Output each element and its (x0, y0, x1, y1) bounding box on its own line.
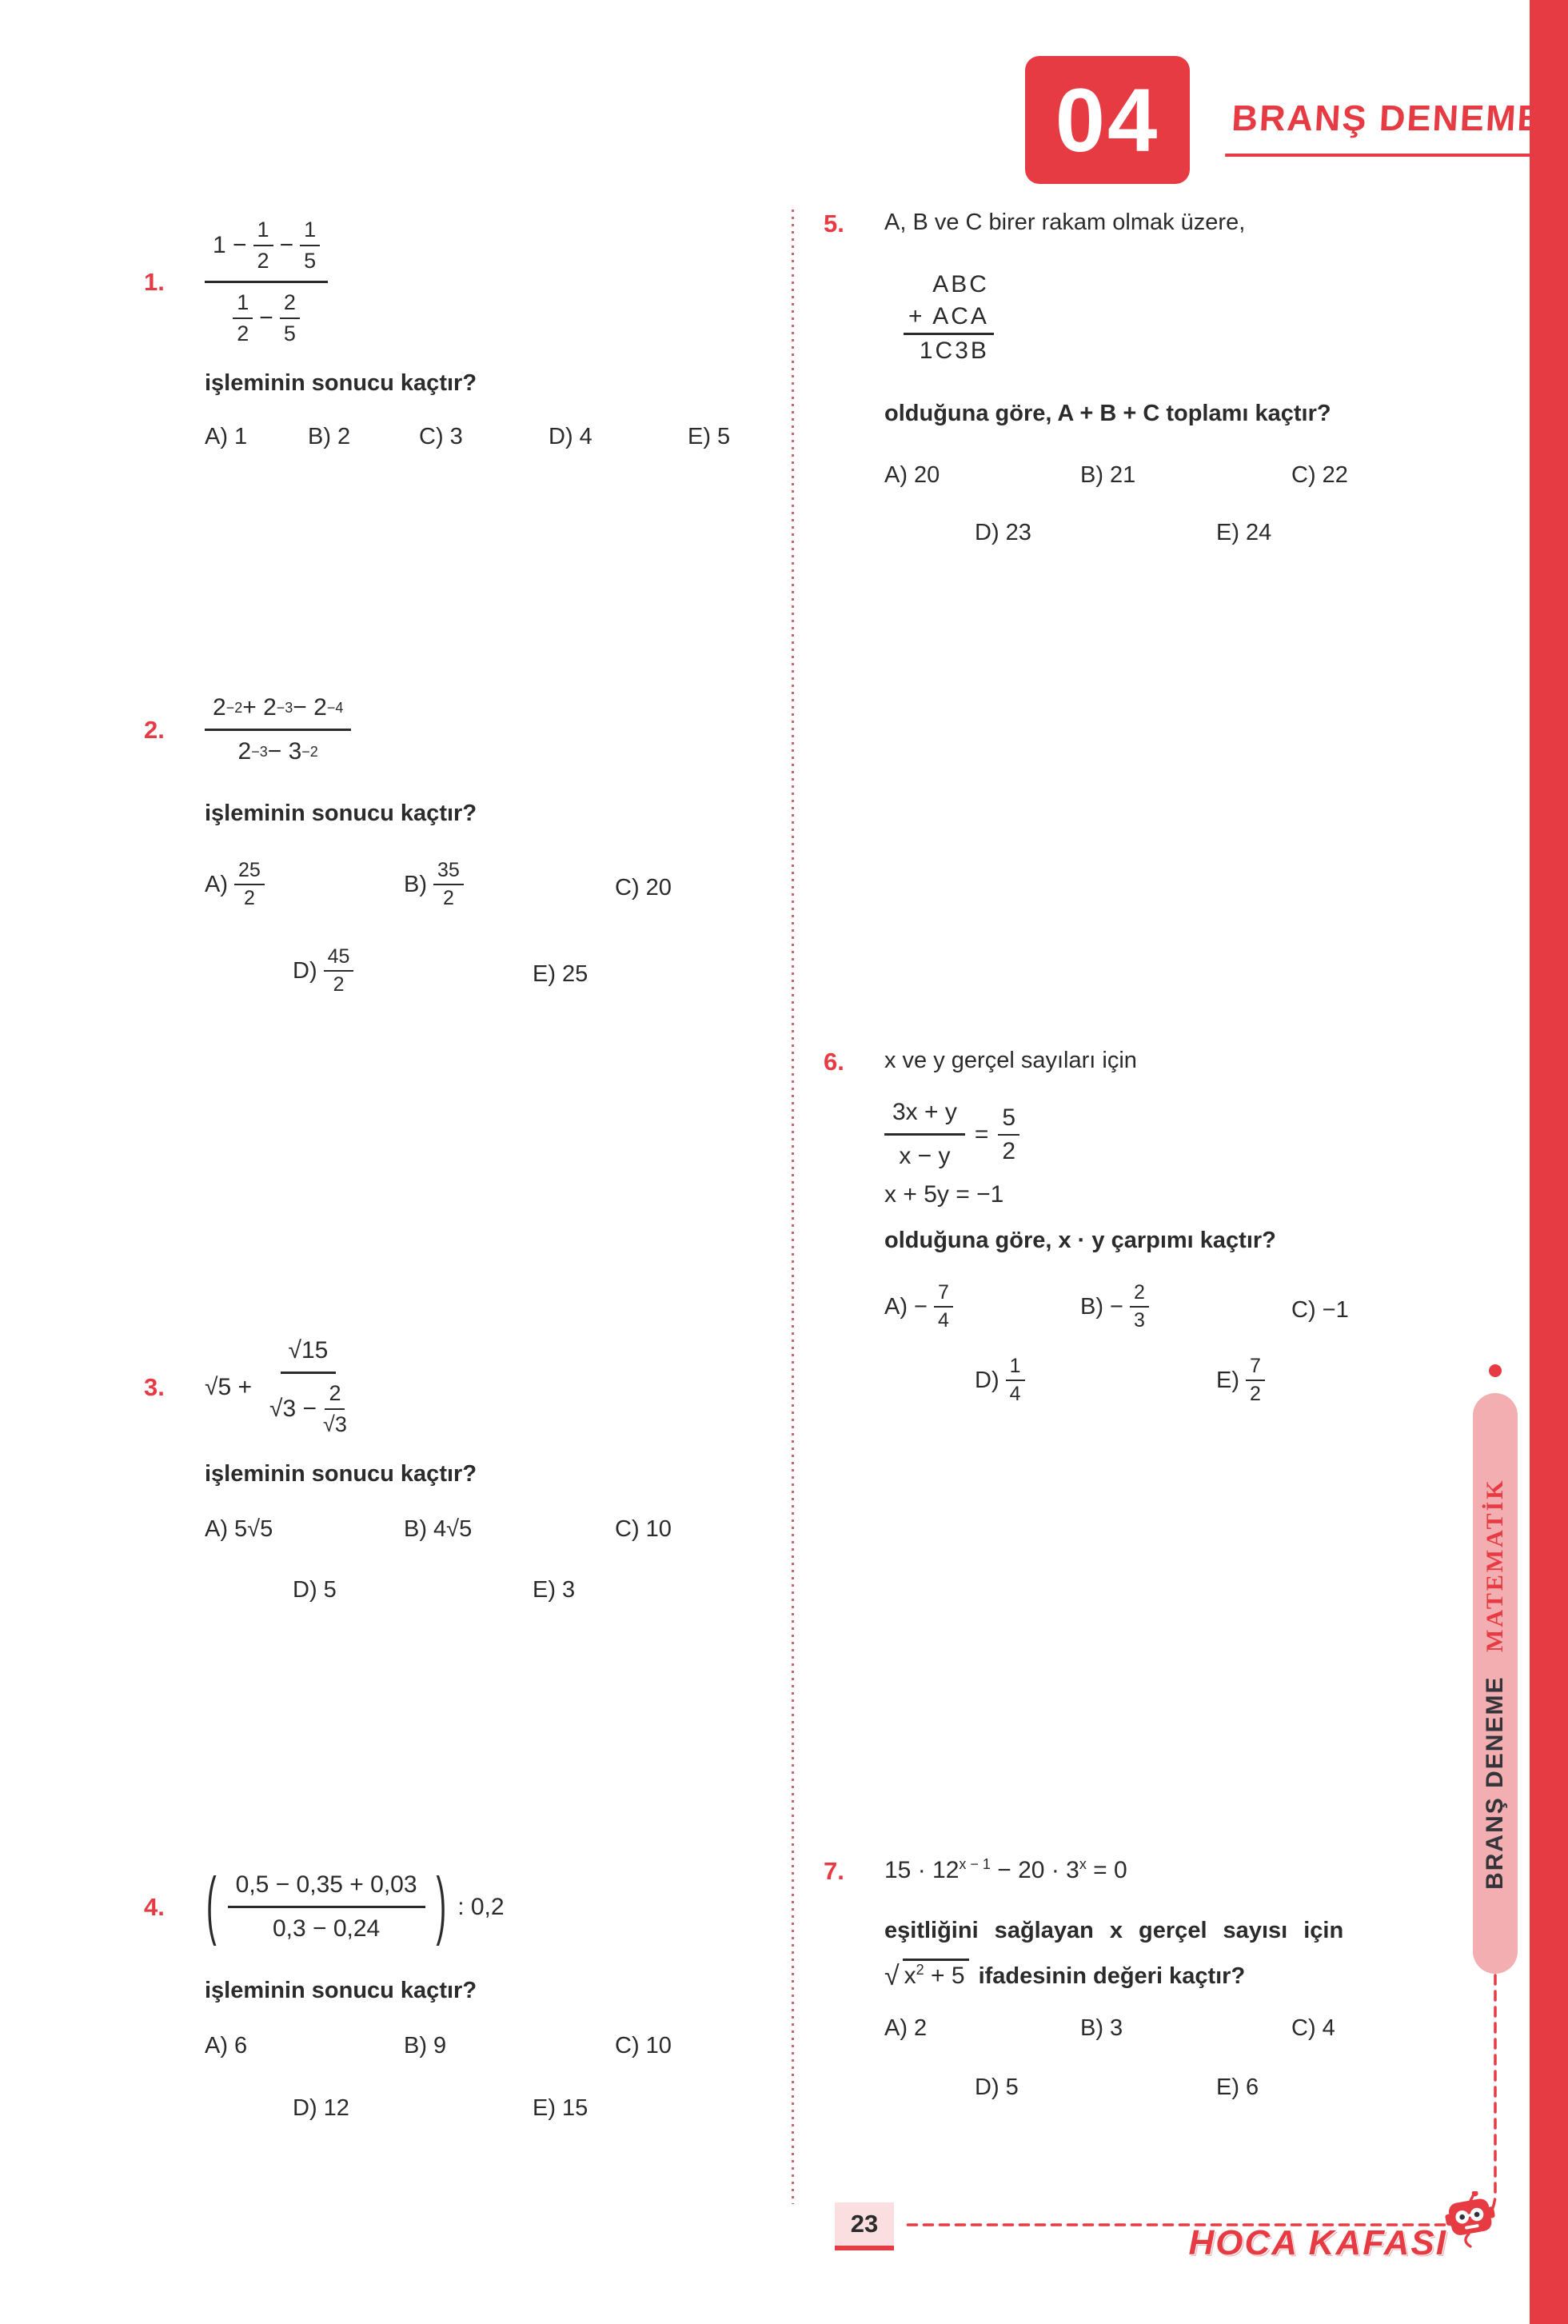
option-d: D) 23 (975, 520, 1031, 545)
subject-banner (1473, 1393, 1518, 1974)
question-2 (144, 694, 784, 1016)
fraction: $\frac{5}{2}$ (998, 1104, 1019, 1165)
question-prompt: olduğuna göre, x · y çarpımı kaçtır? (884, 1228, 1276, 1253)
question-prompt: olduğuna göre, A + B + C toplamı kaçtır? (884, 401, 1331, 426)
math-text: − (259, 305, 273, 331)
math-text: √3 − (269, 1396, 317, 1422)
option-a: A) 1 (205, 424, 248, 449)
fraction: 0,5 − 0,35 + 0,03 0,3 − 0,24 (228, 1871, 425, 1943)
options-row (205, 859, 784, 929)
question-prompt: işleminin sonucu kaçtır? (205, 1461, 477, 1487)
math-text: 1 − (213, 232, 247, 258)
fraction: 1 4 (1006, 1355, 1025, 1406)
option-a: A) − $\frac{7}{4}$ (884, 1281, 953, 1332)
question-number: 5. (824, 210, 844, 238)
equation: $15 \cdot 12^{x - 1} - 20 \cdot 3^x = 0$ (884, 1856, 1127, 1883)
question-prompt: işleminin sonucu kaçtır? (205, 1978, 477, 2003)
option-b: B) 4√5 (404, 1516, 473, 1542)
expression-q1 (205, 218, 328, 346)
column-divider (792, 210, 794, 2204)
test-number-badge (1025, 56, 1190, 184)
options-row (884, 462, 1471, 497)
question-number: 7. (824, 1857, 844, 1885)
options-row (205, 945, 784, 1016)
question-3 (144, 1337, 784, 1612)
option-c: C) −1 (1291, 1297, 1349, 1323)
math-text: − (279, 232, 294, 258)
question-number: 2. (144, 715, 165, 744)
option-a: A) 25 2 (205, 859, 265, 910)
option-d: D) 5 (293, 1577, 337, 1603)
options-row (884, 2015, 1471, 2050)
option-a: A) 2 (884, 2015, 928, 2041)
fraction: $\frac{2}{5}$ (280, 290, 300, 346)
option-d: D) 12 (293, 2095, 349, 2121)
fraction: $\frac{7}{4}$ (934, 1281, 953, 1332)
option-c: C) 10 (615, 2033, 672, 2058)
addend-2: + ACA (904, 301, 994, 335)
option-e: E) 6 (1216, 2074, 1259, 2100)
option-b: B) 21 (1080, 462, 1136, 488)
test-number: 04 (1055, 70, 1160, 170)
addend-1: ABC (932, 271, 989, 297)
options-row (205, 424, 784, 459)
page-number: 23 (835, 2202, 894, 2250)
fraction: $\frac{2}{3}$ (1130, 1281, 1149, 1332)
option-b: B) 9 (404, 2033, 447, 2058)
option-e: E) 7 2 (1216, 1355, 1265, 1406)
option-d: D) 4 (549, 424, 592, 449)
option-c: C) 22 (1291, 462, 1348, 488)
question-1 (144, 218, 784, 459)
question-intro: A, B ve C birer rakam olmak üzere, (884, 210, 1246, 235)
fraction: $\frac{2}{√3}$ (323, 1381, 347, 1436)
option-d: D) 1 4 (975, 1355, 1025, 1406)
option-c: C) 20 (615, 875, 672, 900)
question-4 (144, 1863, 784, 2130)
options-row (884, 2074, 1471, 2110)
open-paren: ( (206, 1863, 217, 1948)
question-6 (824, 1048, 1471, 1425)
math-text: : 0,2 (457, 1893, 505, 1920)
fraction: $\frac{1}{2}$ (253, 218, 273, 274)
options-row (205, 1577, 784, 1612)
option-a: A) 20 (884, 462, 940, 488)
equation-1 (884, 1099, 1471, 1170)
option-b: B) − $\frac{2}{3}$ (1080, 1281, 1149, 1332)
option-e: E) 15 (533, 2095, 588, 2121)
question-7 (824, 1857, 1471, 2110)
question-prompt: işleminin sonucu kaçtır? (205, 801, 477, 826)
expression-q4 (205, 1863, 505, 1948)
option-e: E) 24 (1216, 520, 1272, 545)
option-c: C) 10 (615, 1516, 672, 1542)
options-row (884, 520, 1471, 555)
fraction: 7 2 (1246, 1355, 1265, 1406)
equation-2: x + 5y = −1 (884, 1181, 1004, 1208)
option-a: A) 5√5 (205, 1516, 273, 1542)
fraction: 25 2 (234, 859, 265, 910)
question-5 (824, 210, 1471, 555)
option-a: A) 6 (205, 2033, 248, 2058)
publisher-logo-text: HOCA KAFASI (1188, 2223, 1447, 2262)
question-number: 3. (144, 1372, 165, 1401)
option-d: D) 5 (975, 2074, 1019, 2100)
question-prompt: işleminin sonucu kaçtır? (205, 370, 477, 396)
question-number: 1. (144, 267, 165, 296)
close-paren: ) (436, 1863, 447, 1948)
fraction: 1 2 (233, 290, 253, 346)
option-b: B) 35 2 (404, 859, 464, 910)
banner-series-label: BRANŞ DENEME (1482, 1675, 1508, 1890)
fraction: $\frac{1}{5}$ (300, 218, 320, 274)
sum: 1C3B (919, 337, 989, 364)
right-edge-strip (1530, 0, 1568, 2324)
column-addition (904, 269, 994, 367)
options-row (884, 1281, 1471, 1352)
question-intro: x ve y gerçel sayıları için (884, 1048, 1137, 1073)
option-c: C) 3 (419, 424, 463, 449)
option-e: E) 3 (533, 1577, 576, 1603)
fraction: $\frac{3x + y}{x - y}$ (884, 1099, 965, 1170)
options-row (205, 2033, 784, 2068)
question-number: 6. (824, 1048, 844, 1076)
fraction: 2 −2 + 2 −3 − 2 −4 2 −3 − 3 −2 (205, 694, 351, 765)
expression-q3 (205, 1337, 355, 1437)
series-title: BRANŞ DENEME (1225, 98, 1549, 157)
radicand: $x^2 + 5$ (903, 1959, 969, 1990)
math-text: √5 + (205, 1373, 253, 1400)
option-e: E) 5 (688, 424, 731, 449)
banner-subject-label: MATEMATİK (1482, 1477, 1508, 1652)
banner-dot (1489, 1364, 1502, 1377)
option-d: D) 45 2 (293, 945, 353, 996)
expression-q2 (205, 694, 351, 765)
option-b: B) 3 (1080, 2015, 1123, 2041)
radical-sign: √ (884, 1961, 900, 1991)
options-row (884, 1355, 1471, 1425)
fraction: 45 2 (324, 945, 354, 996)
question-number: 4. (144, 1892, 165, 1921)
fraction: 35 2 (433, 859, 464, 910)
option-e: E) 25 (533, 961, 588, 987)
option-c: C) 4 (1291, 2015, 1335, 2041)
options-row (205, 1516, 784, 1551)
question-line-3: √ $x^2 + 5$ ifadesinin değeri kaçtır? (884, 1959, 1471, 1990)
equals-sign: = (974, 1120, 989, 1148)
question-line-2: eşitliğini sağlayan x gerçel sayısı için (884, 1918, 1344, 1943)
options-row (205, 2095, 784, 2130)
fraction (205, 218, 328, 346)
fraction: √15 √3 − $\frac{2}{√3}$ (269, 1337, 347, 1436)
option-b: B) 2 (308, 424, 351, 449)
mascot-icon (1444, 2191, 1497, 2249)
